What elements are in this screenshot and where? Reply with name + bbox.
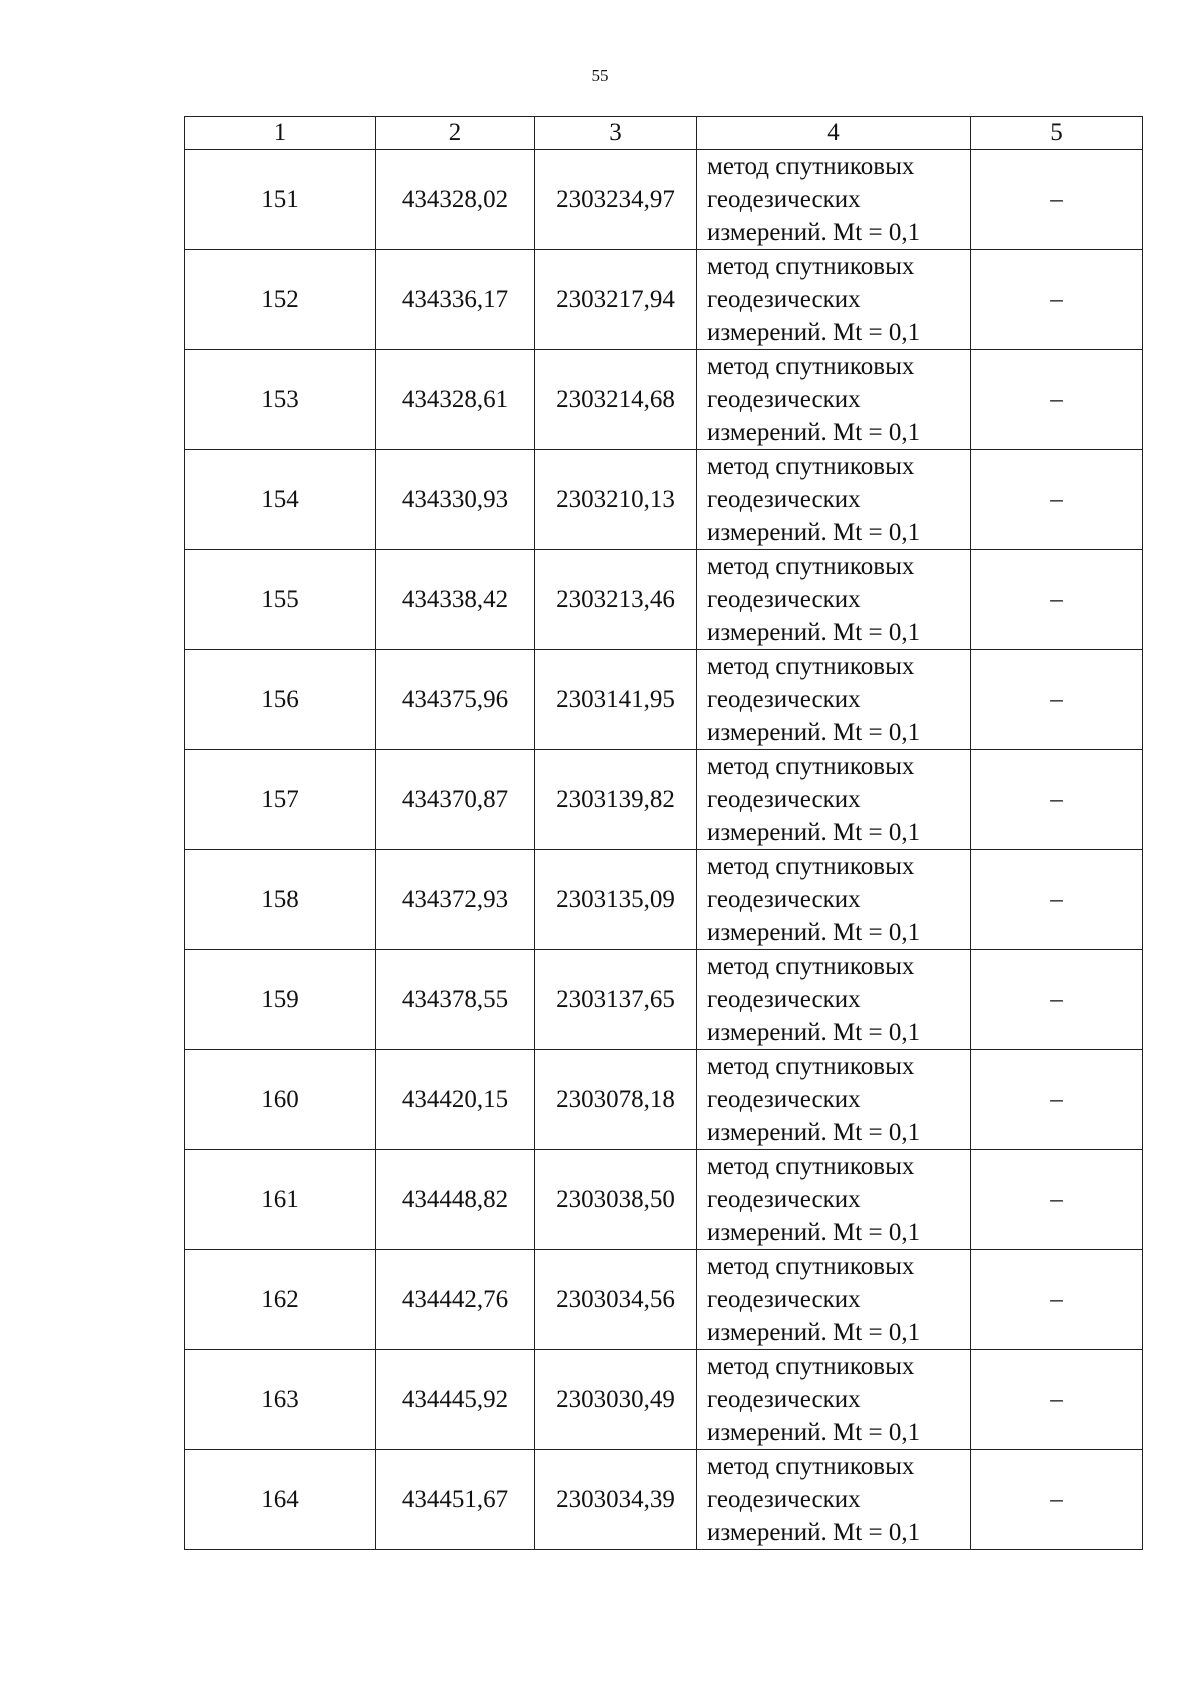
method-cell (697, 950, 971, 1050)
coordinate-y-cell: 2303234,97 (535, 150, 697, 250)
coordinate-x-cell: 434328,61 (376, 350, 535, 450)
point-number-cell: 157 (185, 750, 376, 850)
method-line: геодезических (707, 686, 861, 713)
method-line: измерений. Mt = 0,1 (707, 1019, 921, 1046)
method-line: измерений. Mt = 0,1 (707, 819, 921, 846)
table-row (185, 1150, 1143, 1250)
point-number-cell: 158 (185, 850, 376, 950)
note-cell: – (971, 1450, 1143, 1550)
method-line: геодезических (707, 386, 861, 413)
method-line: геодезических (707, 1186, 861, 1213)
method-line: геодезических (707, 1286, 861, 1313)
method-line: метод спутниковых (707, 453, 915, 480)
method-cell (697, 550, 971, 650)
method-cell (697, 1150, 971, 1250)
point-number-cell: 155 (185, 550, 376, 650)
point-number-cell: 159 (185, 950, 376, 1050)
method-line: метод спутниковых (707, 1453, 915, 1480)
method-line: измерений. Mt = 0,1 (707, 219, 921, 246)
coordinate-x-cell: 434420,15 (376, 1050, 535, 1150)
method-line: метод спутниковых (707, 1253, 915, 1280)
note-cell: – (971, 250, 1143, 350)
method-line: метод спутниковых (707, 1153, 915, 1180)
column-header-5: 5 (971, 117, 1143, 150)
coordinate-y-cell: 2303034,56 (535, 1250, 697, 1350)
method-line: геодезических (707, 486, 861, 513)
method-cell (697, 1350, 971, 1450)
point-number-cell: 151 (185, 150, 376, 250)
method-line: измерений. Mt = 0,1 (707, 319, 921, 346)
coordinate-y-cell: 2303038,50 (535, 1150, 697, 1250)
table-row (185, 650, 1143, 750)
table-row (185, 1350, 1143, 1450)
note-cell: – (971, 1050, 1143, 1150)
coordinate-y-cell: 2303141,95 (535, 650, 697, 750)
column-header-2: 2 (376, 117, 535, 150)
coordinate-x-cell: 434330,93 (376, 450, 535, 550)
coordinate-y-cell: 2303213,46 (535, 550, 697, 650)
method-line: геодезических (707, 286, 861, 313)
method-line: измерений. Mt = 0,1 (707, 919, 921, 946)
method-line: метод спутниковых (707, 953, 915, 980)
note-cell: – (971, 650, 1143, 750)
table-row (185, 1050, 1143, 1150)
method-line: геодезических (707, 886, 861, 913)
note-cell: – (971, 550, 1143, 650)
coordinate-x-cell: 434445,92 (376, 1350, 535, 1450)
method-line: геодезических (707, 1386, 861, 1413)
column-header-4: 4 (697, 117, 971, 150)
method-cell (697, 1450, 971, 1550)
method-line: метод спутниковых (707, 153, 915, 180)
method-cell (697, 650, 971, 750)
coordinate-x-cell: 434442,76 (376, 1250, 535, 1350)
method-line: геодезических (707, 786, 861, 813)
point-number-cell: 154 (185, 450, 376, 550)
table-row (185, 550, 1143, 650)
method-line: геодезических (707, 586, 861, 613)
table-body (185, 150, 1143, 1550)
method-cell (697, 850, 971, 950)
table-header-row (185, 117, 1143, 150)
method-line: метод спутниковых (707, 1353, 915, 1380)
table-row (185, 150, 1143, 250)
point-number-cell: 153 (185, 350, 376, 450)
coordinate-y-cell: 2303139,82 (535, 750, 697, 850)
coordinate-y-cell: 2303210,13 (535, 450, 697, 550)
point-number-cell: 161 (185, 1150, 376, 1250)
table-row (185, 750, 1143, 850)
method-line: геодезических (707, 986, 861, 1013)
point-number-cell: 152 (185, 250, 376, 350)
coordinate-x-cell: 434378,55 (376, 950, 535, 1050)
point-number-cell: 156 (185, 650, 376, 750)
coordinate-y-cell: 2303135,09 (535, 850, 697, 950)
method-line: геодезических (707, 186, 861, 213)
coordinate-y-cell: 2303214,68 (535, 350, 697, 450)
method-cell (697, 150, 971, 250)
coordinates-table (184, 116, 1143, 1550)
method-line: измерений. Mt = 0,1 (707, 419, 921, 446)
table-row (185, 350, 1143, 450)
table-row (185, 950, 1143, 1050)
point-number-cell: 164 (185, 1450, 376, 1550)
note-cell: – (971, 750, 1143, 850)
note-cell: – (971, 1250, 1143, 1350)
method-line: метод спутниковых (707, 753, 915, 780)
method-line: измерений. Mt = 0,1 (707, 1319, 921, 1346)
method-line: метод спутниковых (707, 353, 915, 380)
coordinate-x-cell: 434375,96 (376, 650, 535, 750)
method-cell (697, 1050, 971, 1150)
table-row (185, 1250, 1143, 1350)
coordinate-x-cell: 434451,67 (376, 1450, 535, 1550)
method-cell (697, 250, 971, 350)
method-line: измерений. Mt = 0,1 (707, 619, 921, 646)
coordinate-x-cell: 434370,87 (376, 750, 535, 850)
note-cell: – (971, 150, 1143, 250)
coordinate-y-cell: 2303034,39 (535, 1450, 697, 1550)
method-line: метод спутниковых (707, 553, 915, 580)
method-line: измерений. Mt = 0,1 (707, 1519, 921, 1546)
coordinate-x-cell: 434336,17 (376, 250, 535, 350)
method-line: измерений. Mt = 0,1 (707, 1419, 921, 1446)
method-cell (697, 350, 971, 450)
method-line: измерений. Mt = 0,1 (707, 1219, 921, 1246)
method-line: метод спутниковых (707, 853, 915, 880)
method-line: измерений. Mt = 0,1 (707, 519, 921, 546)
method-line: измерений. Mt = 0,1 (707, 719, 921, 746)
coordinate-y-cell: 2303030,49 (535, 1350, 697, 1450)
method-line: измерений. Mt = 0,1 (707, 1119, 921, 1146)
method-line: геодезических (707, 1486, 861, 1513)
coordinate-y-cell: 2303217,94 (535, 250, 697, 350)
note-cell: – (971, 450, 1143, 550)
note-cell: – (971, 1350, 1143, 1450)
note-cell: – (971, 350, 1143, 450)
table-row (185, 850, 1143, 950)
method-cell (697, 1250, 971, 1350)
coordinate-y-cell: 2303078,18 (535, 1050, 697, 1150)
note-cell: – (971, 1150, 1143, 1250)
coordinate-x-cell: 434328,02 (376, 150, 535, 250)
page-number: 55 (591, 66, 609, 85)
point-number-cell: 160 (185, 1050, 376, 1150)
method-line: геодезических (707, 1086, 861, 1113)
method-cell (697, 750, 971, 850)
coordinate-x-cell: 434448,82 (376, 1150, 535, 1250)
note-cell: – (971, 850, 1143, 950)
table-row (185, 1450, 1143, 1550)
coordinates-table-container (184, 116, 1143, 1550)
coordinate-y-cell: 2303137,65 (535, 950, 697, 1050)
table-row (185, 250, 1143, 350)
method-cell (697, 450, 971, 550)
method-line: метод спутниковых (707, 253, 915, 280)
method-line: метод спутниковых (707, 653, 915, 680)
method-line: метод спутниковых (707, 1053, 915, 1080)
coordinate-x-cell: 434372,93 (376, 850, 535, 950)
coordinate-x-cell: 434338,42 (376, 550, 535, 650)
point-number-cell: 163 (185, 1350, 376, 1450)
column-header-3: 3 (535, 117, 697, 150)
note-cell: – (971, 950, 1143, 1050)
point-number-cell: 162 (185, 1250, 376, 1350)
column-header-1: 1 (185, 117, 376, 150)
table-row (185, 450, 1143, 550)
